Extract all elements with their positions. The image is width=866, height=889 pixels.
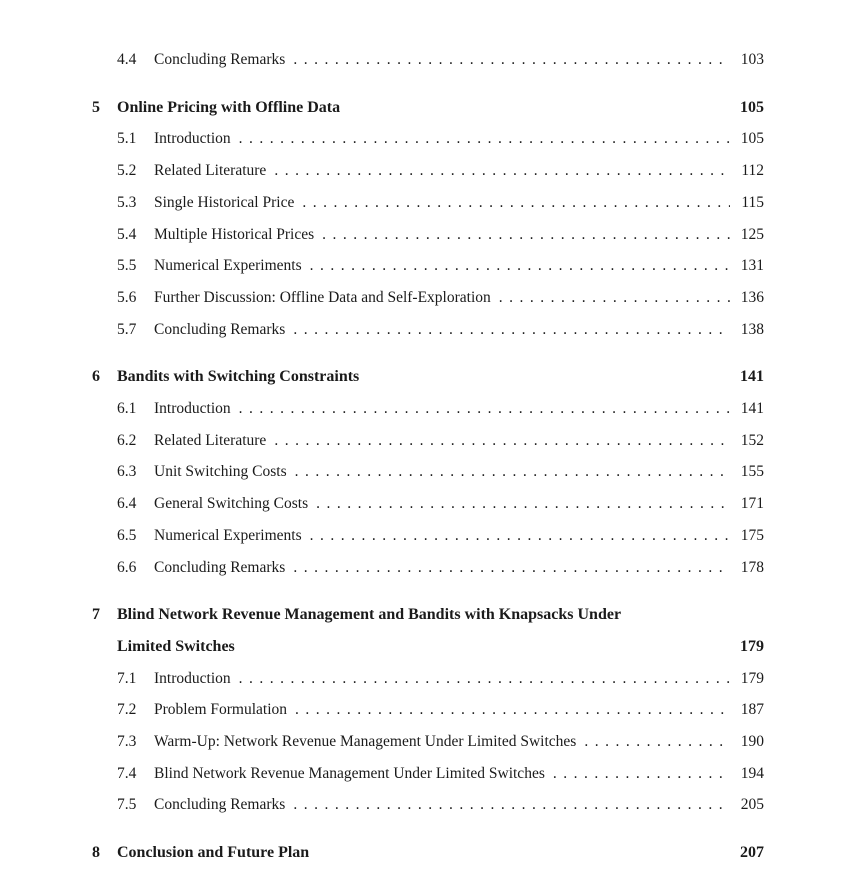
section-number: 5.3 xyxy=(117,193,137,211)
toc-section-entry[interactable] xyxy=(92,314,764,346)
page-number: 138 xyxy=(740,320,764,338)
dot-leader xyxy=(295,456,730,488)
page-number: 179 xyxy=(740,669,764,687)
dot-leader xyxy=(239,663,730,695)
toc-chapter-entry[interactable] xyxy=(92,92,764,124)
page-number: 187 xyxy=(740,701,764,719)
toc-section-entry[interactable] xyxy=(92,155,764,187)
toc-section-entry[interactable] xyxy=(92,726,764,758)
dot-leader xyxy=(295,694,730,726)
section-title: Related Literature xyxy=(154,431,267,449)
toc-section-entry[interactable] xyxy=(92,488,764,520)
dot-leader xyxy=(322,219,730,251)
toc-section-entry[interactable] xyxy=(92,425,764,457)
page-number: 190 xyxy=(740,733,764,751)
section-number: 6.4 xyxy=(117,495,137,513)
section-title: Related Literature xyxy=(154,162,267,180)
section-number: 4.4 xyxy=(117,51,137,68)
chapter-title: Bandits with Switching Constraints xyxy=(117,368,360,386)
page-number: 115 xyxy=(741,193,764,211)
toc-section-entry[interactable] xyxy=(92,758,764,790)
chapter-number: 6 xyxy=(92,368,100,386)
section-number: 5.2 xyxy=(117,162,137,180)
dot-leader xyxy=(274,155,730,187)
dot-leader xyxy=(499,282,730,314)
page-number: 141 xyxy=(740,400,764,418)
section-title: Numerical Experiments xyxy=(154,257,302,275)
page-number: 179 xyxy=(740,637,764,655)
section-number: 6.3 xyxy=(117,463,137,481)
dot-leader xyxy=(310,250,730,282)
page-number: 194 xyxy=(740,764,764,782)
toc-section-entry[interactable] xyxy=(92,44,764,76)
chapter-title: Conclusion and Future Plan xyxy=(117,844,310,862)
section-title: Warm-Up: Network Revenue Management Under Limited Switches xyxy=(154,733,577,751)
toc-section-entry[interactable] xyxy=(92,187,764,219)
chapter-title-line1: Blind Network Revenue Management and Bandits with Knapsacks Under xyxy=(117,606,622,624)
dot-leader xyxy=(584,726,730,758)
page-number: 178 xyxy=(740,558,764,576)
section-title: Problem Formulation xyxy=(154,701,288,719)
toc-chapter-entry[interactable] xyxy=(92,837,764,869)
dot-leader xyxy=(293,44,730,76)
chapter-number: 5 xyxy=(92,98,100,116)
page-number: 105 xyxy=(740,98,764,116)
section-title: General Switching Costs xyxy=(154,495,309,513)
dot-leader xyxy=(239,393,730,425)
toc-chapter-entry[interactable] xyxy=(92,599,764,631)
section-title: Introduction xyxy=(154,669,231,687)
dot-leader xyxy=(293,789,730,821)
page-number: 152 xyxy=(740,431,764,449)
page-number: 112 xyxy=(741,162,764,180)
chapter-number: 8 xyxy=(92,844,100,862)
section-title: Multiple Historical Prices xyxy=(154,225,315,243)
toc-section-entry[interactable] xyxy=(92,123,764,155)
section-title: Concluding Remarks xyxy=(154,796,286,814)
page-number: 103 xyxy=(740,51,764,68)
dot-leader xyxy=(293,314,730,346)
section-number: 6.1 xyxy=(117,400,137,418)
section-title: Unit Switching Costs xyxy=(154,463,287,481)
toc-section-entry[interactable] xyxy=(92,250,764,282)
page-number: 175 xyxy=(740,526,764,544)
section-title: Numerical Experiments xyxy=(154,526,302,544)
section-number: 5.5 xyxy=(117,257,137,275)
section-number: 6.5 xyxy=(117,526,137,544)
page-number: 125 xyxy=(740,225,764,243)
section-number: 7.5 xyxy=(117,796,137,814)
section-number: 7.2 xyxy=(117,701,137,719)
section-number: 7.3 xyxy=(117,733,137,751)
section-number: 5.6 xyxy=(117,288,137,306)
page-number: 155 xyxy=(740,463,764,481)
page-number: 205 xyxy=(740,796,764,814)
section-title: Concluding Remarks xyxy=(154,320,286,338)
toc-section-entry[interactable] xyxy=(92,219,764,251)
toc-section-entry[interactable] xyxy=(92,282,764,314)
toc-section-entry[interactable] xyxy=(92,456,764,488)
dot-leader xyxy=(310,520,730,552)
page-number: 131 xyxy=(740,257,764,275)
section-number: 6.6 xyxy=(117,558,137,576)
toc-section-entry[interactable] xyxy=(92,552,764,584)
chapter-title-line2: Limited Switches xyxy=(117,637,235,655)
section-number: 5.4 xyxy=(117,225,137,243)
dot-leader xyxy=(274,425,730,457)
chapter-number: 7 xyxy=(92,606,100,624)
section-title: Further Discussion: Offline Data and Self-Exploration xyxy=(154,288,491,306)
section-number: 7.1 xyxy=(117,669,137,687)
toc-section-entry[interactable] xyxy=(92,789,764,821)
dot-leader xyxy=(293,552,730,584)
dot-leader xyxy=(302,187,730,219)
section-title: Single Historical Price xyxy=(154,193,295,211)
section-title: Concluding Remarks xyxy=(154,51,286,68)
section-number: 6.2 xyxy=(117,431,137,449)
toc-section-entry[interactable] xyxy=(92,520,764,552)
toc-section-entry[interactable] xyxy=(92,393,764,425)
toc-chapter-entry-continued[interactable] xyxy=(92,631,764,663)
page-number: 141 xyxy=(740,368,764,386)
section-title: Introduction xyxy=(154,130,231,148)
page-number: 136 xyxy=(740,288,764,306)
section-title: Blind Network Revenue Management Under Limited Switches xyxy=(154,764,545,782)
toc-section-entry[interactable] xyxy=(92,694,764,726)
toc-chapter-entry[interactable] xyxy=(92,361,764,393)
dot-leader xyxy=(316,488,730,520)
page-number: 105 xyxy=(740,130,764,148)
dot-leader xyxy=(239,123,730,155)
dot-leader xyxy=(553,758,730,790)
section-number: 5.1 xyxy=(117,130,137,148)
page-number: 207 xyxy=(740,844,764,862)
chapter-title: Online Pricing with Offline Data xyxy=(117,98,341,116)
section-title: Introduction xyxy=(154,400,231,418)
section-title: Concluding Remarks xyxy=(154,558,286,576)
page-number: 171 xyxy=(740,495,764,513)
toc-section-entry[interactable] xyxy=(92,663,764,695)
section-number: 7.4 xyxy=(117,764,137,782)
section-number: 5.7 xyxy=(117,320,137,338)
